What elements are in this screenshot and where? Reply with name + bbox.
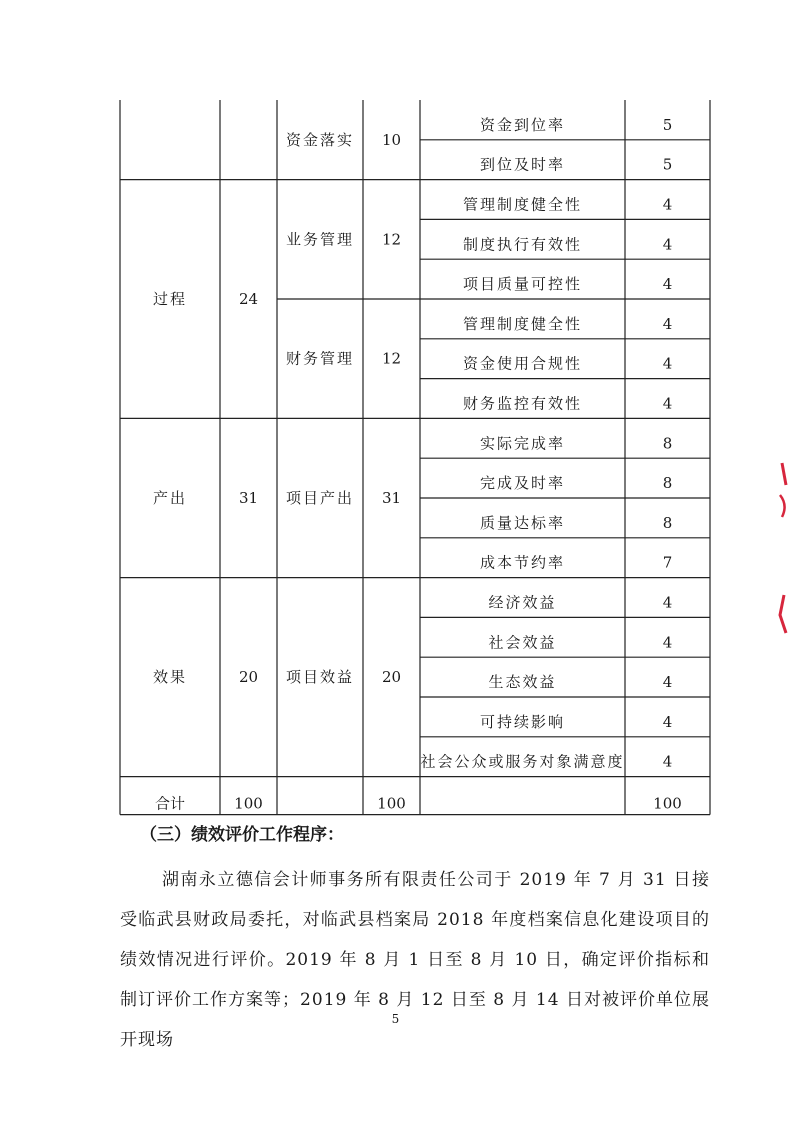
group-score: 20 [238, 668, 259, 687]
indicator-name: 财务监控有效性 [462, 394, 583, 413]
group-name: 效果 [152, 668, 188, 687]
indicator-score: 8 [662, 474, 673, 493]
total-label: 合计 [154, 794, 186, 813]
group-name: 产出 [152, 489, 188, 507]
group-score: 31 [238, 489, 259, 507]
indicator-score: 4 [662, 314, 673, 333]
sub-indicator-name: 资金落实 [285, 130, 355, 149]
group-score: 24 [238, 290, 259, 308]
sub-indicator-name: 项目效益 [285, 668, 355, 687]
indicator-name: 资金使用合规性 [462, 354, 583, 373]
indicator-name: 社会公众或服务对象满意度 [420, 752, 625, 771]
sub-indicator-name: 财务管理 [285, 349, 355, 368]
section-heading: （三）绩效评价工作程序： [140, 825, 344, 845]
indicator-score: 4 [662, 712, 673, 731]
indicator-name: 成本节约率 [479, 553, 566, 572]
indicator-score: 7 [662, 553, 673, 572]
indicator-score: 8 [662, 434, 673, 453]
body-paragraph: 湖南永立德信会计师事务所有限责任公司于 2019 年 7 月 31 日接受临武县财政局委托，对临武县档案局 2018 年度档案信息化建设项目的绩效情况进行评价。2019 年 8 月 1 日至 8 月 10 日，确定评价指标和制订评价工作方案等；2019 年 8 月 12 日至 8 月 14 日对被评价单位展开现场 [120, 870, 710, 1050]
indicator-score: 4 [662, 593, 673, 612]
indicator-name: 生态效益 [488, 673, 557, 692]
indicator-score: 8 [662, 513, 673, 532]
indicator-name: 社会效益 [488, 633, 557, 652]
sub-indicator-score: 31 [381, 489, 402, 507]
indicator-name: 完成及时率 [479, 474, 566, 493]
sub-indicator-score: 12 [381, 349, 402, 368]
indicator-score: 5 [662, 115, 673, 134]
indicator-name: 到位及时率 [479, 155, 566, 174]
sub-indicator-score: 20 [381, 668, 402, 687]
indicator-name: 经济效益 [488, 593, 557, 612]
sub-indicator-score: 12 [381, 230, 402, 249]
indicator-score: 4 [662, 195, 673, 214]
indicator-score: 4 [662, 394, 673, 413]
indicator-name: 项目质量可控性 [462, 275, 583, 294]
sub-indicator-name: 业务管理 [285, 230, 355, 249]
indicator-score: 4 [662, 673, 673, 692]
indicator-score: 4 [662, 752, 673, 771]
indicator-score: 4 [662, 633, 673, 652]
indicator-name: 资金到位率 [479, 115, 566, 134]
indicator-name: 制度执行有效性 [462, 235, 583, 254]
total-item-score: 100 [653, 794, 682, 813]
indicator-score: 4 [662, 235, 673, 254]
seal-stamp-fragment [770, 455, 791, 645]
indicator-name: 可持续影响 [479, 712, 566, 731]
indicator-score: 5 [662, 155, 673, 174]
group-name: 过程 [152, 290, 188, 308]
sub-indicator-score: 10 [381, 130, 402, 149]
indicator-score: 4 [662, 354, 673, 373]
indicator-name: 管理制度健全性 [462, 314, 583, 333]
total-score: 100 [234, 794, 263, 813]
page-number: 5 [391, 1012, 400, 1026]
indicator-name: 质量达标率 [479, 513, 566, 532]
indicator-name: 实际完成率 [479, 434, 566, 453]
indicator-name: 管理制度健全性 [462, 195, 583, 214]
total-sub-score: 100 [377, 794, 406, 813]
sub-indicator-name: 项目产出 [285, 489, 355, 507]
indicator-score: 4 [662, 275, 673, 294]
